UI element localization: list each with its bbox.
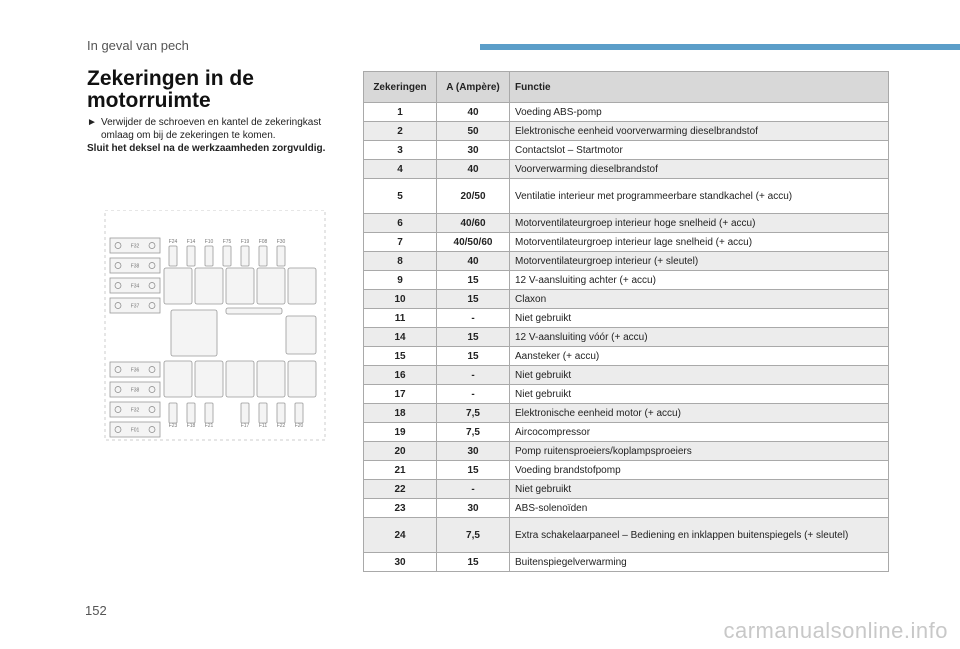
table-row [364, 423, 889, 442]
table-row [364, 480, 889, 499]
fuse-amperage: 30 [437, 442, 510, 461]
mini-fuse-row-bottom [169, 403, 303, 423]
table-row [364, 141, 889, 160]
instruction-text: Verwijder de schroeven en kantel de zekeringkast omlaag om bij de zekeringen te komen. [101, 117, 322, 141]
fuse-function: Voorverwarming dieselbrandstof [510, 160, 889, 179]
table-row [364, 214, 889, 233]
fuse-amperage: 7,5 [437, 404, 510, 423]
fuse-function: ABS-solenoïden [510, 499, 889, 518]
fuse-number: 19 [364, 423, 437, 442]
fuse-amperage: 30 [437, 141, 510, 160]
col-header-fuse: Zekeringen [364, 72, 437, 103]
fuse-box-diagram [100, 210, 340, 450]
instruction-bullet [87, 116, 347, 142]
maxi-fuse-row-top [164, 268, 316, 304]
fuse-function: Aansteker (+ accu) [510, 347, 889, 366]
top-fuse-label: F30 [276, 239, 286, 245]
fuse-number: 24 [364, 518, 437, 553]
fuse-amperage: 15 [437, 553, 510, 572]
bottom-fuse-label: F20 [294, 423, 304, 429]
table-row [364, 103, 889, 122]
fuse-function: Niet gebruikt [510, 366, 889, 385]
fuse-function: Niet gebruikt [510, 480, 889, 499]
fuse-function: Contactslot – Startmotor [510, 141, 889, 160]
table-row [364, 499, 889, 518]
fuse-number: 10 [364, 290, 437, 309]
arrow-right-icon: ► [87, 117, 97, 128]
fuse-function: Aircocompressor [510, 423, 889, 442]
left-fuse-label: F38 [130, 387, 140, 394]
fuse-amperage: 40 [437, 252, 510, 271]
table-row [364, 309, 889, 328]
fuse-number: 9 [364, 271, 437, 290]
bottom-fuse-label: F11 [258, 423, 268, 429]
table-row [364, 252, 889, 271]
top-fuse-label: F24 [168, 239, 178, 245]
bottom-fuse-label: F18 [186, 423, 196, 429]
left-fuse-label: F01 [130, 427, 140, 434]
table-row [364, 461, 889, 480]
bottom-fuse-label: F17 [240, 423, 250, 429]
fuse-amperage: 15 [437, 347, 510, 366]
fuse-amperage: 15 [437, 290, 510, 309]
fuse-number: 2 [364, 122, 437, 141]
fuse-number: 14 [364, 328, 437, 347]
fuse-function: Motorventilateurgroep interieur hoge snelheid (+ accu) [510, 214, 889, 233]
maxi-fuse-row-bottom [164, 361, 316, 397]
fuse-number: 1 [364, 103, 437, 122]
left-fuse-label: F38 [130, 263, 140, 270]
fuse-number: 30 [364, 553, 437, 572]
table-row [364, 518, 889, 553]
table-row [364, 385, 889, 404]
fuse-amperage: 20/50 [437, 179, 510, 214]
table-row [364, 442, 889, 461]
page-title: Zekeringen in de motorruimte [87, 67, 254, 112]
fuse-function: Niet gebruikt [510, 385, 889, 404]
fuse-function: Elektronische eenheid voorverwarming dieselbrandstof [510, 122, 889, 141]
instruction-note: Sluit het deksel na de werkzaamheden zorgvuldig. [87, 143, 326, 154]
left-fuse-label: F32 [130, 243, 140, 250]
fuse-function: Buitenspiegelverwarming [510, 553, 889, 572]
fuse-number: 4 [364, 160, 437, 179]
fuse-amperage: 15 [437, 461, 510, 480]
table-row [364, 233, 889, 252]
fuse-number: 15 [364, 347, 437, 366]
fuse-function: Motorventilateurgroep interieur (+ sleutel) [510, 252, 889, 271]
fuse-function: Extra schakelaarpaneel – Bediening en inklappen buitenspiegels (+ sleutel) [510, 518, 889, 553]
header-accent-bar [480, 44, 960, 50]
fuse-number: 16 [364, 366, 437, 385]
fuse-function: Motorventilateurgroep interieur lage snelheid (+ accu) [510, 233, 889, 252]
fuse-amperage: 40 [437, 103, 510, 122]
fuse-number: 21 [364, 461, 437, 480]
top-fuse-label: F08 [258, 239, 268, 245]
relay-block [171, 308, 316, 356]
bottom-fuse-label: F21 [204, 423, 214, 429]
fuse-function: Voeding brandstofpomp [510, 461, 889, 480]
mini-fuse-row [169, 246, 285, 266]
top-fuse-label: F10 [204, 239, 214, 245]
fuse-number: 6 [364, 214, 437, 233]
table-row [364, 404, 889, 423]
fuse-amperage: 7,5 [437, 423, 510, 442]
fuse-number: 17 [364, 385, 437, 404]
bottom-fuse-label: F23 [168, 423, 178, 429]
fuse-amperage: - [437, 385, 510, 404]
table-row [364, 271, 889, 290]
fuse-amperage: 40/50/60 [437, 233, 510, 252]
table-row [364, 553, 889, 572]
section-header: In geval van pech [87, 38, 189, 53]
bottom-fuse-label: F22 [276, 423, 286, 429]
table-row [364, 122, 889, 141]
left-fuse-label: F34 [130, 283, 140, 290]
fuse-number: 11 [364, 309, 437, 328]
fuse-number: 22 [364, 480, 437, 499]
fuse-function: Niet gebruikt [510, 309, 889, 328]
fuse-amperage: 15 [437, 328, 510, 347]
left-fuse-label: F32 [130, 407, 140, 414]
left-fuse-label: F37 [130, 303, 140, 310]
fuse-amperage: - [437, 480, 510, 499]
fuse-number: 18 [364, 404, 437, 423]
top-fuse-label: F75 [222, 239, 232, 245]
fuse-number: 20 [364, 442, 437, 461]
fuse-table [363, 71, 889, 572]
table-row [364, 160, 889, 179]
col-header-function: Functie [510, 72, 889, 103]
fuse-function: 12 V-aansluiting achter (+ accu) [510, 271, 889, 290]
fuse-number: 5 [364, 179, 437, 214]
fuse-amperage: 40/60 [437, 214, 510, 233]
table-row [364, 328, 889, 347]
fuse-number: 7 [364, 233, 437, 252]
fuse-number: 8 [364, 252, 437, 271]
table-row [364, 179, 889, 214]
fuse-function: Ventilatie interieur met programmeerbare standkachel (+ accu) [510, 179, 889, 214]
table-header-row [364, 72, 889, 103]
instructions [87, 116, 347, 155]
fuse-amperage: 50 [437, 122, 510, 141]
fuse-function: 12 V-aansluiting vóór (+ accu) [510, 328, 889, 347]
fuse-function: Claxon [510, 290, 889, 309]
fuse-amperage: 7,5 [437, 518, 510, 553]
fuse-number: 3 [364, 141, 437, 160]
left-fuse-label: F36 [130, 367, 140, 374]
col-header-amp: A (Ampère) [437, 72, 510, 103]
top-fuse-label: F14 [186, 239, 196, 245]
top-fuse-label: F19 [240, 239, 250, 245]
table-row [364, 347, 889, 366]
table-row [364, 366, 889, 385]
fuse-amperage: - [437, 309, 510, 328]
fuse-function: Elektronische eenheid motor (+ accu) [510, 404, 889, 423]
fuse-amperage: 30 [437, 499, 510, 518]
fuse-number: 23 [364, 499, 437, 518]
watermark: carmanualsonline.info [723, 618, 948, 643]
fuse-function: Voeding ABS-pomp [510, 103, 889, 122]
page-number: 152 [85, 603, 107, 618]
fuse-amperage: 40 [437, 160, 510, 179]
fuse-amperage: - [437, 366, 510, 385]
fuse-function: Pomp ruitensproeiers/koplampsproeiers [510, 442, 889, 461]
table-row [364, 290, 889, 309]
fuse-amperage: 15 [437, 271, 510, 290]
